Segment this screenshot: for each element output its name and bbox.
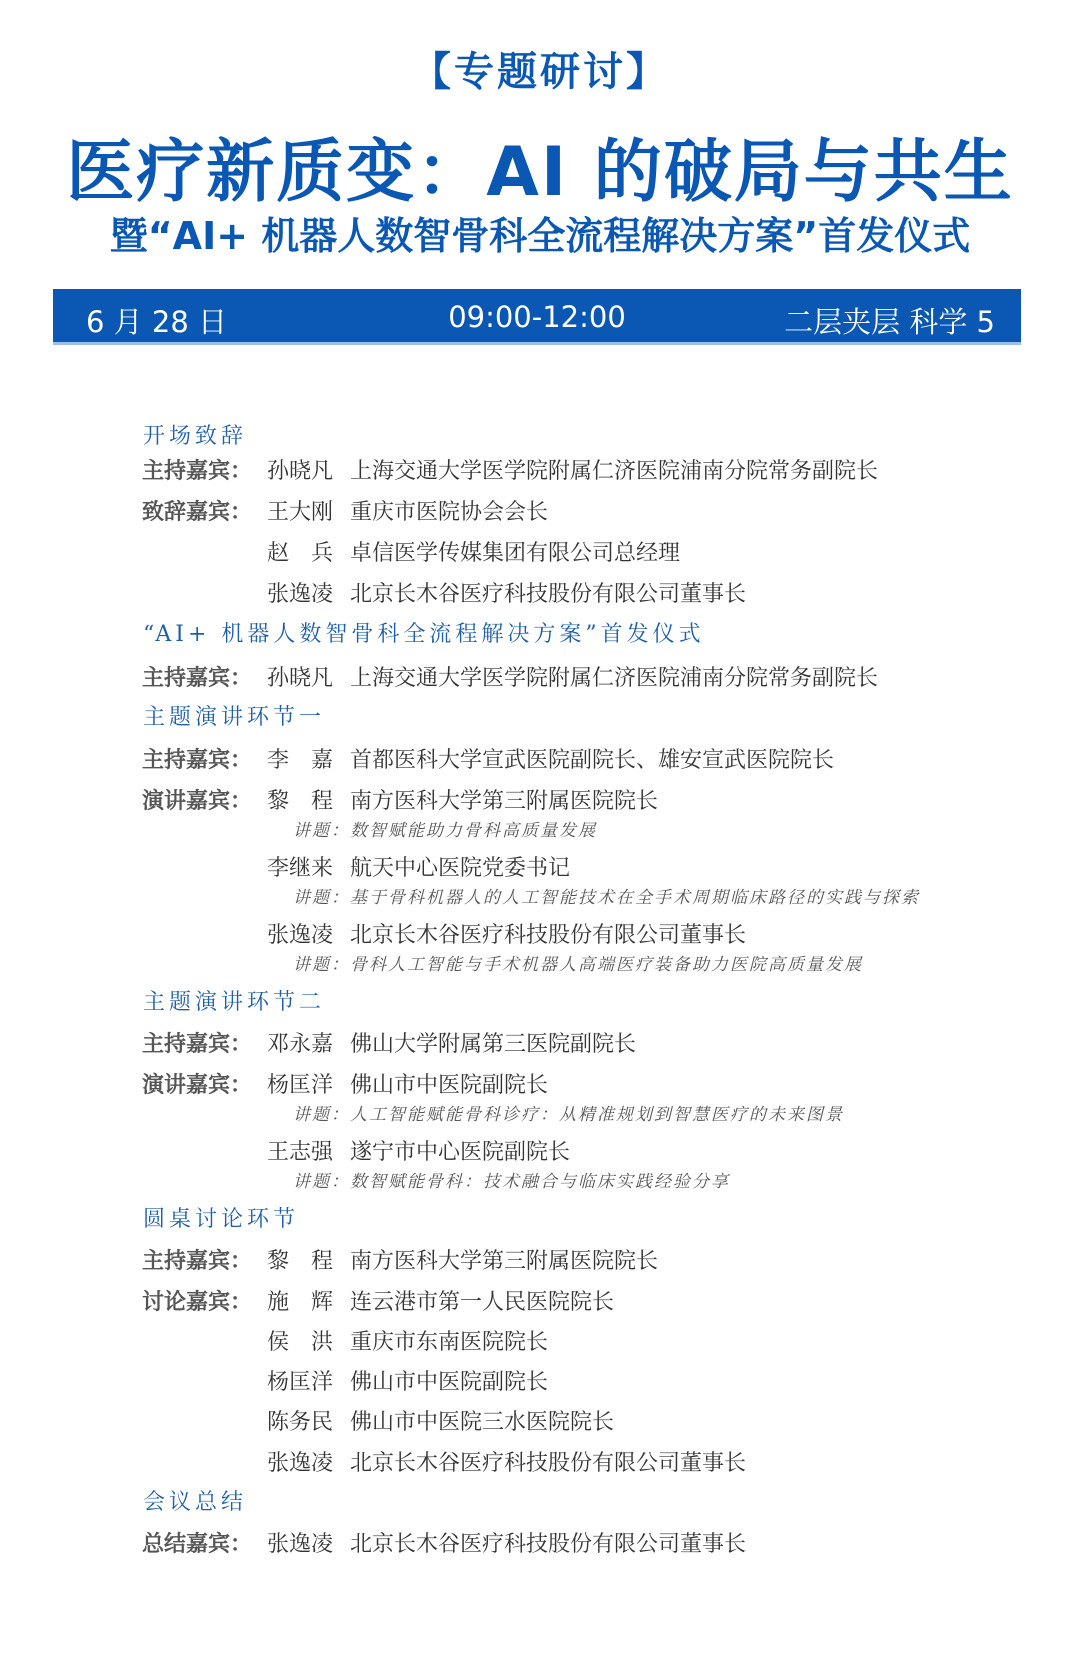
agenda-row: [0, 743, 1080, 773]
event-venue: 二层夹层 科学 5: [784, 305, 995, 339]
role-label: 致辞嘉宾：: [142, 500, 253, 525]
role-label: 主持嘉宾：: [142, 459, 253, 484]
person-name: 张逸凌: [267, 582, 334, 607]
person-org: 卓信医学传媒集团有限公司总经理: [350, 541, 681, 566]
person-org: 首都医科大学宣武医院副院长、雄安宣武医院院长: [350, 748, 835, 773]
agenda-row: [0, 851, 1080, 881]
section-title-launch: “AI+ 机器人数智骨科全流程解决方案”首发仪式: [143, 622, 705, 647]
person-org: 佛山市中医院副院长: [350, 1073, 549, 1098]
agenda-row: [0, 1135, 1080, 1165]
event-date: 6 月 28 日: [86, 305, 228, 339]
person-org: 佛山大学附属第三医院副院长: [350, 1032, 637, 1057]
person-name: 李 嘉: [267, 748, 334, 773]
agenda-row: [0, 1405, 1080, 1435]
person-name: 张逸凌: [267, 1532, 334, 1557]
person-org: 重庆市医院协会会长: [350, 500, 549, 525]
talk-topic: 讲题：数智赋能助力骨科高质量发展: [293, 821, 597, 841]
role-label: 主持嘉宾：: [142, 748, 253, 773]
person-org: 上海交通大学医学院附属仁济医院浦南分院常务副院长: [350, 666, 879, 691]
person-org: 佛山市中医院副院长: [350, 1370, 549, 1395]
role-label: 总结嘉宾：: [142, 1532, 253, 1557]
person-org: 遂宁市中心医院副院长: [350, 1140, 571, 1165]
section-title-opening: 开场致辞: [143, 424, 248, 449]
agenda-row: [0, 1365, 1080, 1395]
person-org: 北京长木谷医疗科技股份有限公司董事长: [350, 1532, 747, 1557]
event-time: 09:00-12:00: [448, 300, 626, 334]
person-org: 连云港市第一人民医院院长: [350, 1290, 615, 1315]
agenda-row: [0, 1285, 1080, 1315]
person-name: 杨匡洋: [267, 1370, 334, 1395]
person-org: 佛山市中医院三水医院院长: [350, 1410, 615, 1435]
talk-topic: 讲题：基于骨科机器人的人工智能技术在全手术周期临床路径的实践与探索: [293, 888, 920, 908]
person-name: 侯 洪: [267, 1330, 334, 1355]
talk-topic: 讲题：数智赋能骨科：技术融合与临床实践经验分享: [293, 1172, 730, 1192]
agenda-row: [0, 454, 1080, 484]
agenda-row: [0, 1027, 1080, 1057]
section-title-summary: 会议总结: [143, 1490, 248, 1515]
role-label: 演讲嘉宾：: [142, 1073, 253, 1098]
person-name: 王大刚: [267, 500, 334, 525]
person-name: 黎 程: [267, 789, 334, 814]
agenda-row: [0, 661, 1080, 691]
person-name: 孙晓凡: [267, 459, 334, 484]
section-title-session1: 主题演讲环节一: [143, 705, 326, 730]
person-name: 杨匡洋: [267, 1073, 334, 1098]
person-org: 重庆市东南医院院长: [350, 1330, 549, 1355]
agenda-row: [0, 1068, 1080, 1098]
agenda-row: [0, 784, 1080, 814]
person-org: 北京长木谷医疗科技股份有限公司董事长: [350, 582, 747, 607]
agenda-row: [0, 1446, 1080, 1476]
talk-topic: 讲题：人工智能赋能骨科诊疗：从精准规划到智慧医疗的未来图景: [293, 1105, 844, 1125]
page-subtitle: 暨“AI+ 机器人数智骨科全流程解决方案”首发仪式: [109, 214, 971, 258]
page-tag: 【专题研讨】: [411, 49, 669, 95]
agenda-row: [0, 577, 1080, 607]
person-name: 黎 程: [267, 1249, 334, 1274]
section-title-roundtable: 圆桌讨论环节: [143, 1207, 300, 1232]
agenda-row: [0, 918, 1080, 948]
person-name: 李继来: [267, 856, 334, 881]
person-name: 赵 兵: [267, 541, 334, 566]
person-org: 上海交通大学医学院附属仁济医院浦南分院常务副院长: [350, 459, 879, 484]
person-org: 北京长木谷医疗科技股份有限公司董事长: [350, 1451, 747, 1476]
person-name: 陈务民: [267, 1410, 334, 1435]
talk-topic: 讲题：骨科人工智能与手术机器人高端医疗装备助力医院高质量发展: [293, 955, 863, 975]
role-label: 演讲嘉宾：: [142, 789, 253, 814]
agenda-row: [0, 1244, 1080, 1274]
section-title-session2: 主题演讲环节二: [143, 990, 326, 1015]
person-name: 施 辉: [267, 1290, 334, 1315]
person-org: 航天中心医院党委书记: [350, 856, 571, 881]
person-org: 南方医科大学第三附属医院院长: [350, 789, 659, 814]
person-org: 北京长木谷医疗科技股份有限公司董事长: [350, 923, 747, 948]
role-label: 主持嘉宾：: [142, 1032, 253, 1057]
role-label: 讨论嘉宾：: [142, 1290, 253, 1315]
person-name: 张逸凌: [267, 1451, 334, 1476]
person-name: 邓永嘉: [267, 1032, 334, 1057]
role-label: 主持嘉宾：: [142, 666, 253, 691]
person-name: 孙晓凡: [267, 666, 334, 691]
person-org: 南方医科大学第三附属医院院长: [350, 1249, 659, 1274]
person-name: 张逸凌: [267, 923, 334, 948]
agenda-row: [0, 536, 1080, 566]
page-title: 医疗新质变：AI 的破局与共生: [66, 133, 1014, 212]
agenda-row: [0, 1325, 1080, 1355]
agenda-row: [0, 1527, 1080, 1557]
person-name: 王志强: [267, 1140, 334, 1165]
agenda-row: [0, 495, 1080, 525]
role-label: 主持嘉宾：: [142, 1249, 253, 1274]
